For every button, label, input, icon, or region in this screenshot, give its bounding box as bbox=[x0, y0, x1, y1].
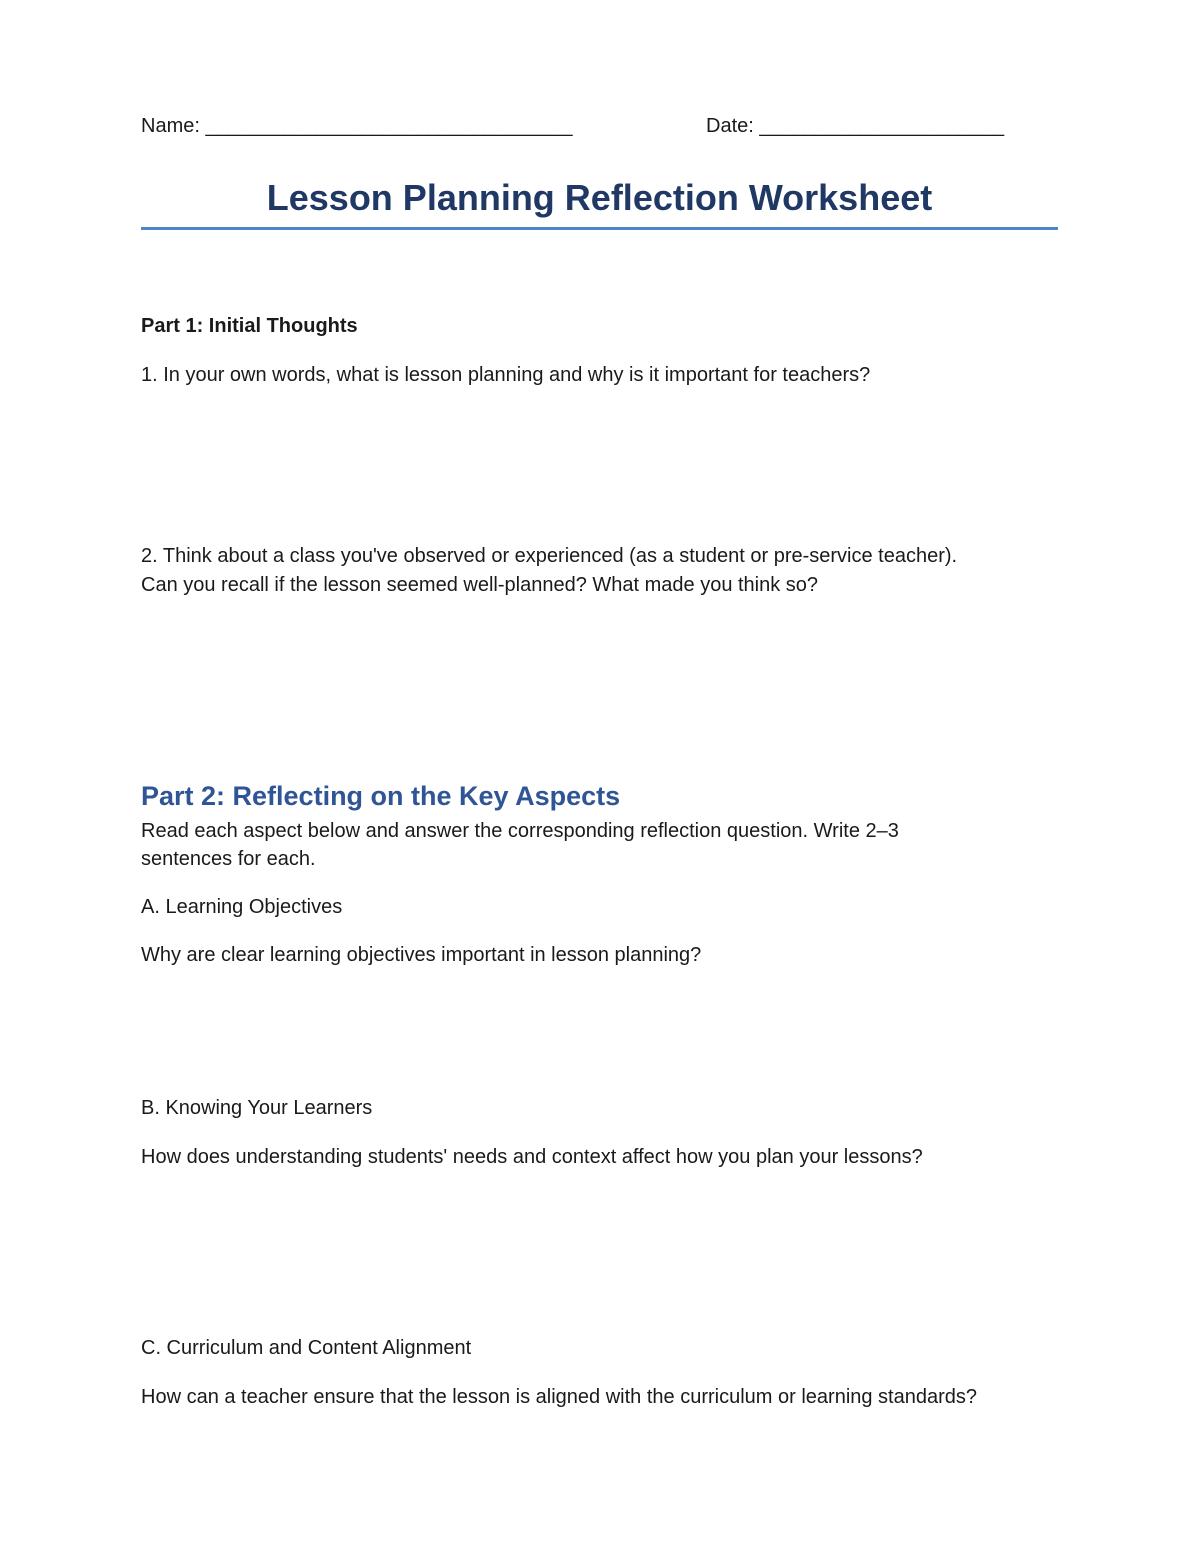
title-underline-rule bbox=[141, 227, 1058, 230]
aspect-c-question: How can a teacher ensure that the lesson is aligned with the curriculum or learning standards? bbox=[141, 1386, 978, 1408]
part1-question-1: 1. In your own words, what is lesson planning and why is it important for teachers? bbox=[141, 364, 871, 386]
date-field-line: Date: ______________________ bbox=[706, 115, 1005, 137]
aspect-a-title: A. Learning Objectives bbox=[141, 896, 343, 918]
worksheet-title: Lesson Planning Reflection Worksheet bbox=[266, 177, 933, 218]
part2-intro-line-1: Read each aspect below and answer the corresponding reflection question. Write 2–3 bbox=[141, 820, 899, 842]
aspect-b-title: B. Knowing Your Learners bbox=[141, 1097, 373, 1119]
aspect-b-question: How does understanding students' needs and context affect how you plan your lessons? bbox=[141, 1146, 923, 1168]
part1-question-2-line-2: Can you recall if the lesson seemed well-planned? What made you think so? bbox=[141, 574, 819, 596]
part1-question-2-line-1: 2. Think about a class you've observed or experienced (as a student or pre-service teacher). bbox=[141, 545, 958, 567]
part2-intro-line-2: sentences for each. bbox=[141, 848, 316, 870]
aspect-c-title: C. Curriculum and Content Alignment bbox=[141, 1337, 472, 1359]
part2-heading: Part 2: Reflecting on the Key Aspects bbox=[141, 781, 621, 811]
aspect-a-question: Why are clear learning objectives important in lesson planning? bbox=[141, 944, 702, 966]
name-field-line: Name: _________________________________ bbox=[141, 115, 573, 137]
part1-heading: Part 1: Initial Thoughts bbox=[141, 315, 358, 337]
